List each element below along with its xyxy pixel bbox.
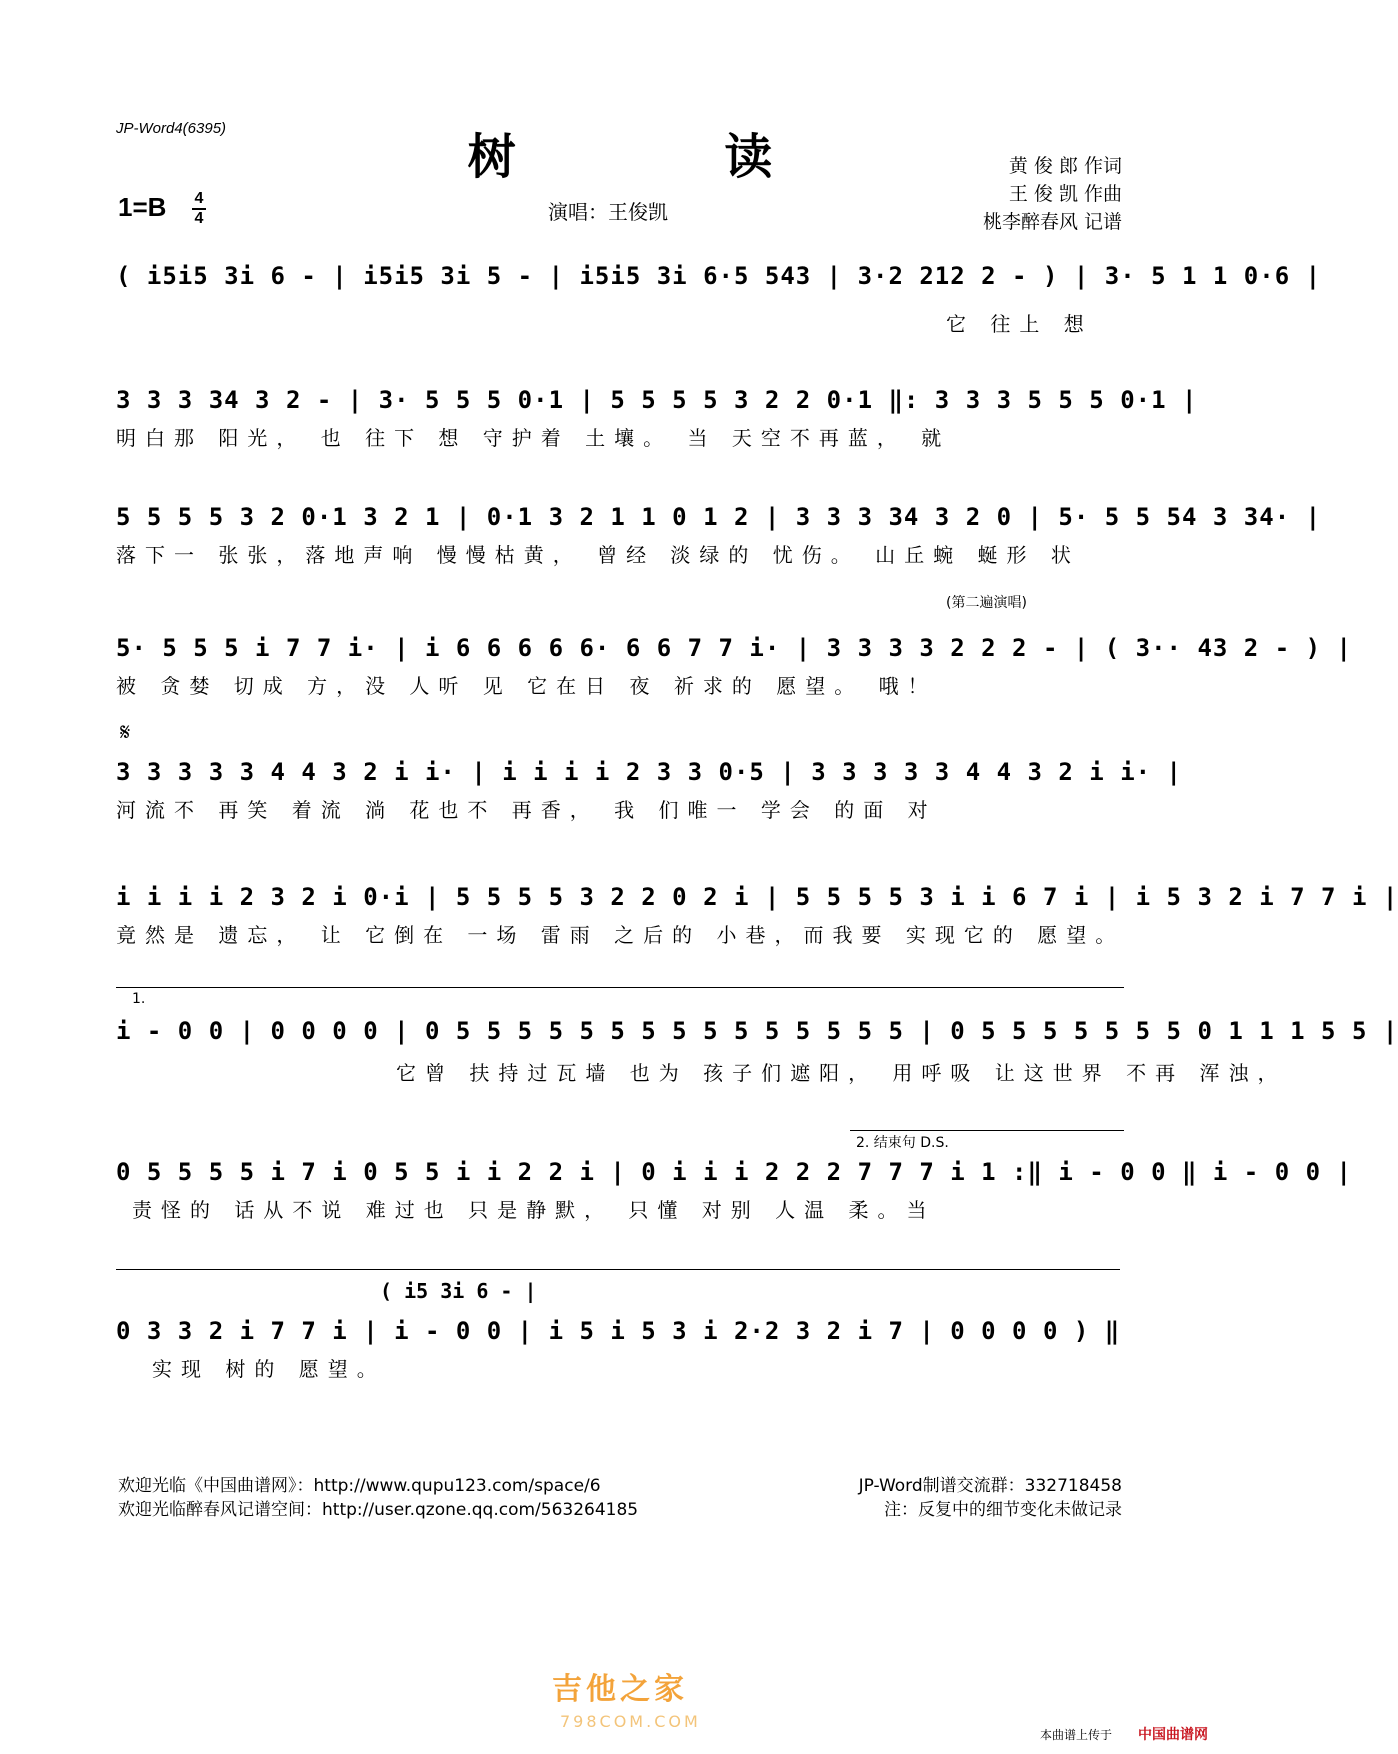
score-line-lyrics: 落下一 张张，落地声响 慢慢枯黄， 曾经 淡绿的 忧伤。 山丘蜿 蜒形 状 (116, 543, 1080, 567)
second-time-note: (第二遍演唱) (946, 595, 1027, 611)
score-line-notes: 5· 5 5 5 i 7 7 i· | i 6 6 6 6 6· 6 6 7 7 i· | 3 3 3 3 2 2 2 - | ( 3·· 43 2 - ) | (116, 634, 1352, 662)
time-signature (192, 190, 206, 228)
score-line-lyrics: 竟然是 遗忘， 让 它倒在 一场 雷雨 之后的 小巷，而我要 实现它的 愿望。 (116, 923, 1125, 947)
coda-overlay-notes: ( i5 3i 6 - | (380, 1279, 537, 1303)
watermark-site: 798COM.COM (560, 1712, 701, 1731)
score-line-lyrics: 它曾 扶持过瓦墙 也为 孩子们遮阳， 用呼吸 让这世界 不再 浑浊， (396, 1061, 1287, 1085)
score-line-lyrics: 被 贪婪 切成 方，没 人听 见 它在日 夜 祈求的 愿望。 哦！ (116, 674, 937, 698)
footer-group-info: JP-Word制谱交流群：332718458 (858, 1476, 1122, 1496)
watermark-logo: 吉他之家 (552, 1672, 688, 1707)
singer-credit: 演唱：王俊凯 (548, 200, 668, 224)
key-signature: 1=B (118, 192, 167, 222)
composer-credit: 王 俊 凯 作曲 (1008, 183, 1122, 205)
lyricist-credit: 黄 俊 郎 作词 (1008, 155, 1122, 177)
score-line-notes: i - 0 0 | 0 0 0 0 | 0 5 5 5 5 5 5 5 5 5 5 5 5 5 5 5 | 0 5 5 5 5 5 5 5 0 1 1 1 5 5 | (116, 1017, 1398, 1045)
score-line-notes: 3 3 3 3 3 4 4 3 2 i i· | i i i i 2 3 3 0·5 | 3 3 3 3 3 4 4 3 2 i i· | (116, 758, 1182, 786)
score-line-notes: 0 5 5 5 5 i 7 i 0 5 5 i i 2 2 i | 0 i i i 2 2 2 7 7 7 i 1 :‖ i - 0 0 ‖ i - 0 0 | (116, 1158, 1352, 1186)
second-ending-bracket (850, 1130, 1124, 1131)
footer-link-qzone[interactable]: 欢迎光临醉春风记谱空间：http://user.qzone.qq.com/563264185 (118, 1500, 639, 1520)
score-line-notes: i i i i 2 3 2 i 0·i | 5 5 5 5 3 2 2 0 2 i | 5 5 5 5 3 i i 6 7 i | i 5 3 2 i 7 7 i | (116, 883, 1398, 911)
score-line-notes: 5 5 5 5 3 2 0·1 3 2 1 | 0·1 3 2 1 1 0 1 2 | 3 3 3 34 3 2 0 | 5· 5 5 54 3 34· | (116, 503, 1322, 531)
footer-notes (830, 1474, 1122, 1522)
score-line-lyrics: 河流不 再笑 着流 淌 花也不 再香， 我 们唯一 学会 的面 对 (116, 798, 937, 822)
upload-site-logo: 中国曲谱网 (1138, 1727, 1208, 1743)
score-line-notes: ( i5i5 3i 6 - | i5i5 3i 5 - | i5i5 3i 6·5 543 | 3·2 212 2 - ) | 3· 5 1 1 0·6 | (116, 262, 1322, 290)
score-line-lyrics: 实现 树的 愿望。 (152, 1357, 386, 1381)
score-line-notes: 3 3 3 34 3 2 - | 3· 5 5 5 0·1 | 5 5 5 5 3 2 2 0·1 ‖: 3 3 3 5 5 5 0·1 | (116, 386, 1198, 414)
software-label: JP-Word4(6395) (116, 120, 227, 137)
footer-link-qupu[interactable]: 欢迎光临《中国曲谱网》：http://www.qupu123.com/space/6 (118, 1476, 601, 1496)
first-ending-bracket (116, 987, 1124, 988)
transcriber-credit: 桃李醉春风 记谱 (982, 211, 1122, 233)
ending-markers: 2. 结束句 D.S. (856, 1135, 949, 1151)
time-signature-top: 4 (194, 190, 204, 207)
score-line-notes: 0 3 3 2 i 7 7 i | i - 0 0 | i 5 i 5 3 i 2·2 3 2 i 7 | 0 0 0 0 ) ‖ (116, 1317, 1121, 1345)
first-ending-label: 1. (132, 991, 146, 1007)
upload-note: 本曲谱上传于 (1040, 1728, 1113, 1742)
coda-bracket (116, 1269, 1120, 1270)
time-signature-bottom: 4 (194, 210, 204, 227)
credits-block (940, 152, 1122, 236)
footer-remark: 注：反复中的细节变化未做记录 (884, 1500, 1122, 1520)
score-line-lyrics: 责怪的 话从不说 难过也 只是静默， 只懂 对别 人温 柔。当 (132, 1198, 936, 1222)
score-line-lyrics: 它 往上 想 (946, 312, 1093, 336)
segno-sign: 𝄋 (120, 718, 131, 746)
score-line-lyrics: 明白那 阳光， 也 往下 想 守护着 土壤。 当 天空不再蓝， 就 (116, 426, 951, 450)
footer-links (118, 1474, 638, 1522)
song-title: 树 读 (467, 129, 869, 185)
